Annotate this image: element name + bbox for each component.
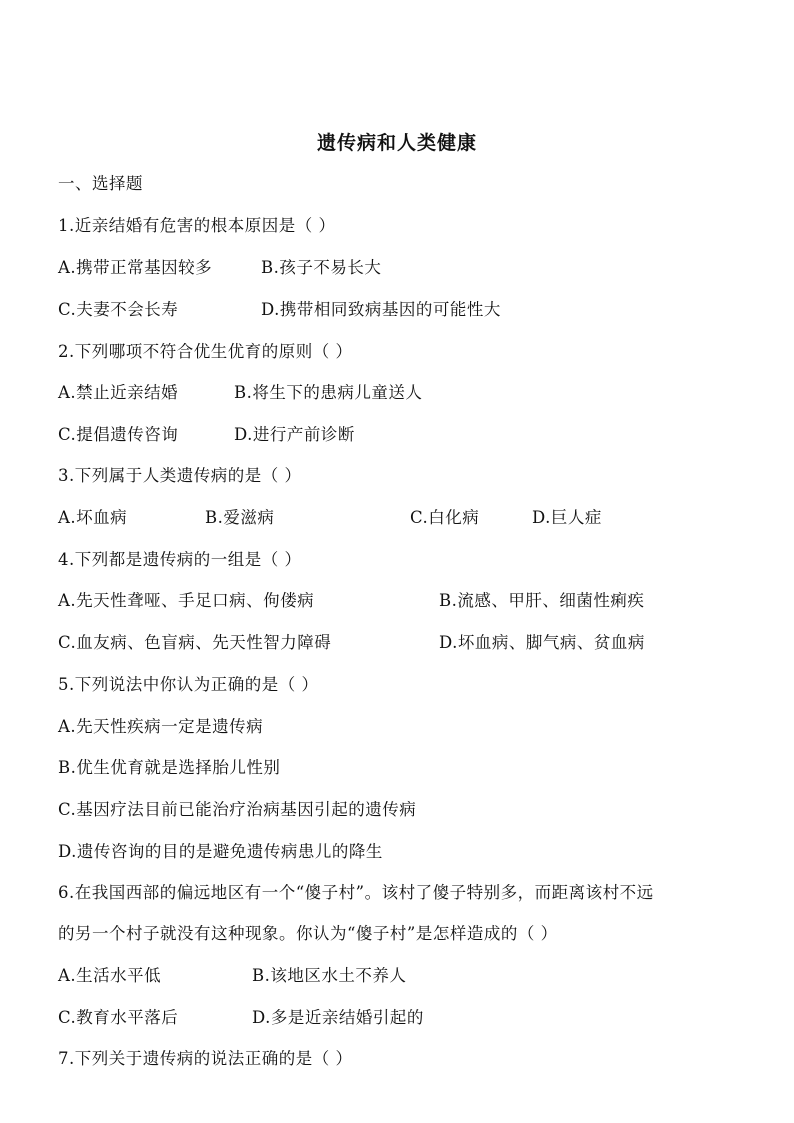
question-5-option-c: C.基因疗法目前已能治疗治病基因引起的遗传病: [58, 800, 417, 819]
question-2-stem: 2.下列哪项不符合优生优育的原则（ ）: [58, 342, 353, 361]
question-3-option-d: D.巨人症: [532, 508, 602, 527]
question-6-stem-line-1: 6.在我国西部的偏远地区有一个“傻子村”。该村了傻子特别多，而距离该村不远: [58, 883, 654, 902]
question-6-stem-line-2: 的另一个村子就没有这种现象。你认为“傻子村”是怎样造成的（ ）: [58, 924, 558, 943]
question-4-options-row-1: [58, 590, 645, 612]
question-4-option-c: C.血友病、色盲病、先天性智力障碍: [58, 633, 332, 652]
question-2-option-a: A.禁止近亲结婚: [58, 383, 179, 402]
question-1-stem: 1.近亲结婚有危害的根本原因是（ ）: [58, 216, 336, 235]
question-2-options-row-1: [58, 382, 423, 404]
question-4-stem: 4.下列都是遗传病的一组是（ ）: [58, 550, 302, 569]
question-3-option-b: B.爱滋病: [205, 508, 275, 527]
question-4-option-d: D.坏血病、脚气病、贫血病: [439, 633, 645, 652]
question-6-option-a: A.生活水平低: [58, 966, 162, 985]
question-1-option-a: A.携带正常基因较多: [58, 258, 213, 277]
document-title: 遗传病和人类健康: [316, 132, 477, 154]
question-5-option-d: D.遗传咨询的目的是避免遗传病患儿的降生: [58, 842, 383, 861]
question-5-option-b: B.优生优育就是选择胎儿性别: [58, 758, 281, 777]
question-6-options-row-1: [58, 965, 407, 987]
question-4-option-a: A.先天性聋哑、手足口病、佝偻病: [58, 591, 315, 610]
question-1-option-b: B.孩子不易长大: [261, 258, 382, 277]
question-1-options-row-2: [58, 299, 501, 321]
question-3-option-a: A.坏血病: [58, 508, 128, 527]
question-6-option-b: B.该地区水土不养人: [252, 966, 407, 985]
question-6-option-d: D.多是近亲结婚引起的: [252, 1008, 424, 1027]
question-1-options-row-1: [58, 257, 382, 279]
question-2-option-d: D.进行产前诊断: [234, 425, 355, 444]
question-3-stem: 3.下列属于人类遗传病的是（ ）: [58, 466, 302, 485]
question-7-stem: 7.下列关于遗传病的说法正确的是（ ）: [58, 1049, 353, 1068]
question-2-options-row-2: [58, 424, 355, 446]
question-4-options-row-2: [58, 632, 645, 654]
question-3-options-row: [58, 507, 602, 529]
question-6-option-c: C.教育水平落后: [58, 1008, 179, 1027]
question-5-option-a: A.先天性疾病一定是遗传病: [58, 717, 264, 736]
question-5-stem: 5.下列说法中你认为正确的是（ ）: [58, 675, 319, 694]
question-3-option-c: C.白化病: [410, 508, 480, 527]
question-6-options-row-2: [58, 1007, 424, 1029]
question-1-option-d: D.携带相同致病基因的可能性大: [261, 300, 501, 319]
question-2-option-c: C.提倡遗传咨询: [58, 425, 179, 444]
question-4-option-b: B.流感、甲肝、细菌性痢疾: [439, 591, 645, 610]
question-2-option-b: B.将生下的患病儿童送人: [234, 383, 423, 402]
section-heading: 一、选择题: [58, 174, 143, 193]
question-1-option-c: C.夫妻不会长寿: [58, 300, 179, 319]
